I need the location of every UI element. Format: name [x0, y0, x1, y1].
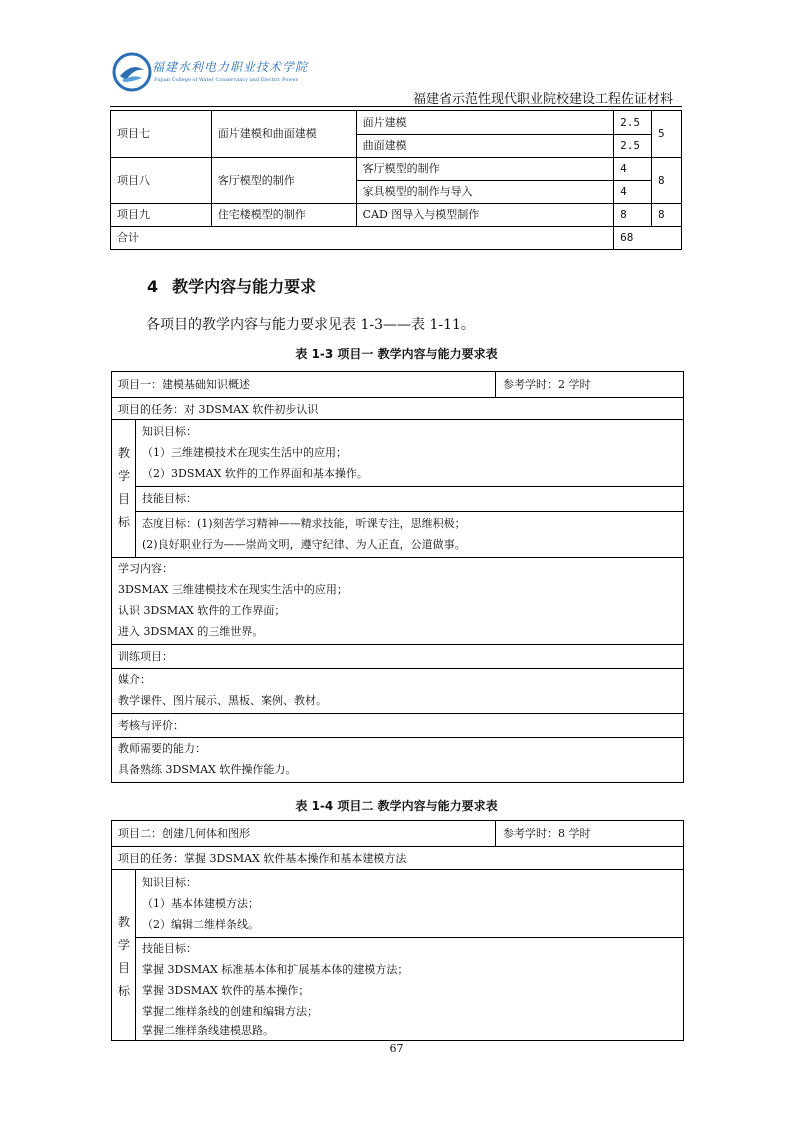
media-text: 教学课件、图片展示、黑板、案例、教材。: [118, 694, 327, 707]
knowledge-goal-item: （1）基本体建模方法；: [142, 897, 259, 910]
table4-caption: 表 1-4 项目二 教学内容与能力要求表: [295, 799, 498, 813]
row-divider: [112, 644, 683, 645]
table-row: [111, 111, 682, 135]
header-title: 福建省示范性现代职业院校建设工程佐证材料: [412, 92, 673, 107]
skill-goal-title: 技能目标：: [142, 942, 197, 955]
section-number: 4: [147, 277, 159, 296]
assessment: 考核与评价：: [118, 719, 184, 732]
row-divider: [112, 397, 683, 398]
attitude-goal-line: 态度目标：(1)刻苦学习精神——精求技能，听课专注，思维积极；: [142, 517, 466, 530]
table3-caption: 表 1-3 项目一 教学内容与能力要求表: [295, 347, 498, 361]
task-cell: CAD 图导入与模型制作: [356, 204, 613, 227]
total-cell: 8: [652, 204, 682, 227]
header-rule: [110, 106, 682, 107]
hours-cell: 8: [614, 204, 652, 227]
table3: [111, 371, 684, 783]
cell-divider: [135, 419, 136, 557]
project-cell: 项目八: [111, 158, 212, 204]
skill-goal-item: 掌握 3DSMAX 标准基本体和扩展基本体的建模方法；: [142, 963, 409, 976]
project-task: 项目的任务：对 3DSMAX 软件初步认识: [118, 403, 319, 416]
training-items: 训练项目：: [118, 650, 173, 663]
project-cell: 项目九: [111, 204, 212, 227]
teacher-ability-title: 教师需要的能力：: [118, 742, 206, 755]
hours-cell: 4: [614, 158, 652, 181]
row-divider: [135, 486, 683, 487]
sum-value-cell: 68: [614, 227, 682, 250]
cell-divider: [495, 821, 496, 846]
section-heading: [147, 274, 316, 297]
row-divider: [135, 937, 683, 938]
hours-cell: 2.5: [614, 134, 652, 158]
project-name-cell: 客厅模型的制作: [211, 158, 356, 204]
knowledge-goal-item: （2）编辑二维样条线。: [142, 918, 259, 931]
learning-content-item: 3DSMAX 三维建模技术在现实生活中的应用；: [118, 583, 348, 596]
media-title: 媒介：: [118, 673, 151, 686]
knowledge-goal-title: 知识目标：: [142, 425, 197, 438]
learning-content-title: 学习内容：: [118, 562, 173, 575]
table-row: [111, 158, 682, 181]
teacher-ability-text: 具备熟练 3DSMAX 软件操作能力。: [118, 763, 297, 776]
college-logo: [112, 52, 152, 92]
reference-hours: 参考学时：2 学时: [503, 378, 591, 391]
row-divider: [112, 869, 683, 870]
page-number: 67: [389, 1042, 404, 1055]
row-divider: [112, 846, 683, 847]
skill-goal-item: 掌握二维样条线的创建和编辑方法；: [142, 1005, 318, 1018]
task-cell: 家具模型的制作与导入: [356, 181, 613, 204]
knowledge-goal-item: （2）3DSMAX 软件的工作界面和基本操作。: [142, 467, 368, 480]
attitude-goal-line: (2)良好职业行为——崇尚文明，遵守纪律、为人正直，公道做事。: [142, 538, 466, 551]
table4: [111, 820, 684, 1041]
task-cell: 面片建模: [356, 111, 613, 135]
teaching-goal-label: 教 学 目 标: [117, 446, 130, 529]
hours-summary-table: [110, 110, 682, 250]
row-divider: [112, 713, 683, 714]
table-row: [111, 227, 682, 250]
logo-text-cn: 福建水利电力职业技术学院: [152, 60, 309, 74]
cell-divider: [495, 372, 496, 397]
total-cell: 5: [652, 111, 682, 158]
skill-goal-item: 掌握二维样条线建模思路。: [142, 1024, 274, 1037]
table-row: [111, 204, 682, 227]
sum-label-cell: 合计: [111, 227, 614, 250]
project-title: 项目二：创建几何体和图形: [118, 827, 250, 840]
project-name-cell: 住宅楼模型的制作: [211, 204, 356, 227]
hours-cell: 2.5: [614, 111, 652, 135]
project-title: 项目一：建模基础知识概述: [118, 378, 250, 391]
project-cell: 项目七: [111, 111, 212, 158]
task-cell: 曲面建模: [356, 134, 613, 158]
task-cell: 客厅模型的制作: [356, 158, 613, 181]
section-title: 教学内容与能力要求: [172, 277, 317, 296]
row-divider: [112, 668, 683, 669]
learning-content-item: 进入 3DSMAX 的三维世界。: [118, 625, 264, 638]
project-name-cell: 面片建模和曲面建模: [211, 111, 356, 158]
row-divider: [112, 419, 683, 420]
total-cell: 8: [652, 158, 682, 204]
logo-text-en: Fujian College of Water Conservancy and Electric Power: [154, 77, 298, 83]
skill-goal-title: 技能目标：: [142, 492, 197, 505]
reference-hours: 参考学时：8 学时: [503, 827, 591, 840]
row-divider: [112, 557, 683, 558]
knowledge-goal-title: 知识目标：: [142, 876, 197, 889]
hours-cell: 4: [614, 181, 652, 204]
cell-divider: [135, 869, 136, 1040]
project-task: 项目的任务：掌握 3DSMAX 软件基本操作和基本建模方法: [118, 852, 407, 865]
knowledge-goal-item: （1）三维建模技术在现实生活中的应用；: [142, 446, 347, 459]
learning-content-item: 认识 3DSMAX 软件的工作界面；: [118, 604, 286, 617]
row-divider: [135, 511, 683, 512]
intro-paragraph: 各项目的教学内容与能力要求见表 1-3——表 1-11。: [146, 317, 475, 333]
skill-goal-item: 掌握 3DSMAX 软件的基本操作；: [142, 984, 310, 997]
teaching-goal-label: 教 学 目 标: [117, 915, 130, 998]
